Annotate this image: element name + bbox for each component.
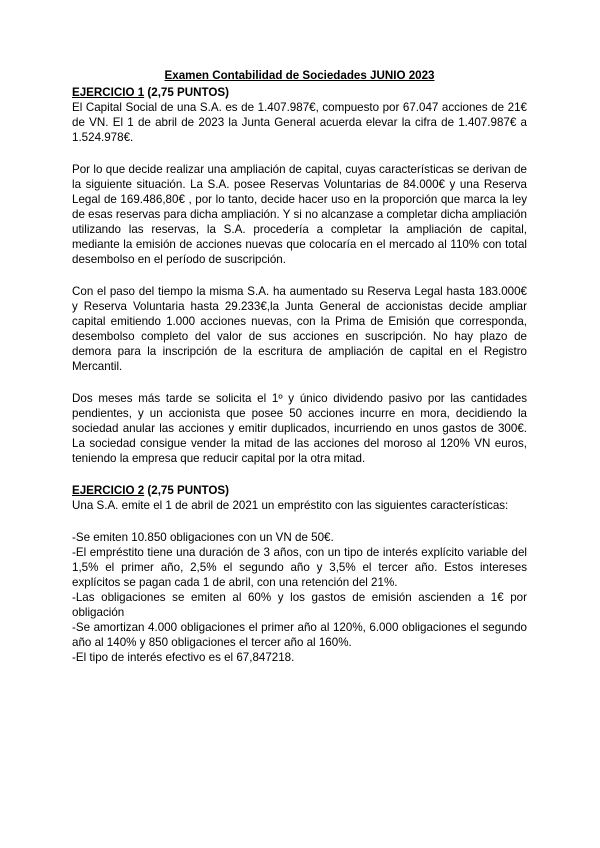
exercise-2-item: -Las obligaciones se emiten al 60% y los gastos de emisión ascienden a 1€ por obligación — [72, 591, 527, 619]
exercise-2-intro: Una S.A. emite el 1 de abril de 2021 un empréstito con las siguientes características: — [72, 499, 509, 512]
exercise-2-heading — [72, 483, 527, 498]
exercise-2-item: -Se emiten 10.850 obligaciones con un VN de 50€. — [72, 531, 334, 544]
exercise-2-label: EJERCICIO 2 — [72, 484, 145, 497]
exercise-1-paragraph-3: Con el paso del tiempo la misma S.A. ha aumentado su Reserva Legal hasta 183.000€ y Reserva Voluntaria hasta 29.233€,la Junta General de accionistas decide ampliar capital emitiendo 1.000 acciones nuevas, con la Prima de Emisión que corresponda, desembolso completo del valor de sus acciones en suscripción. No hay plazo de demora para la inscripción de la escritura de ampliación de capital en el Registro Mercantil. — [72, 285, 527, 373]
exercise-2-item: -El tipo de interés efectivo es el 67,847218. — [72, 651, 295, 664]
spacer — [72, 145, 527, 162]
exercise-1-paragraph-2: Por lo que decide realizar una ampliación de capital, cuyas características se derivan de la siguiente situación. La S.A. posee Reservas Voluntarias de 84.000€ y una Reserva Legal de 169.486,80€ , por lo tanto, decide hacer uso en la proporción que marca la ley de esas reservas para dicha ampliación. Y si no alcanzase a completar dicha ampliación utilizando las reservas, la S.A. procedería a completar la ampliación de capital, mediante la emisión de acciones nuevas que colocaría en el mercado al 110% con total desembolso en el período de suscripción. — [72, 163, 527, 266]
exercise-1-label: EJERCICIO 1 — [72, 86, 145, 99]
exercise-2-item: -Se amortizan 4.000 obligaciones el primer año al 120%, 6.000 obligaciones el segundo año al 140% y 850 obligaciones el tercer año al 160%. — [72, 621, 527, 649]
spacer — [72, 267, 527, 284]
exercise-1-paragraph-1: El Capital Social de una S.A. es de 1.407.987€, compuesto por 67.047 acciones de 21€ de VN. El 1 de abril de 2023 la Junta General acuerda elevar la cifra de 1.407.987€ a 1.524.978€. — [72, 101, 527, 144]
spacer — [72, 513, 527, 530]
exercise-1-paragraph-4: Dos meses más tarde se solicita el 1º y único dividendo pasivo por las cantidades pendientes, y un accionista que posee 50 acciones incurre en mora, decidiendo la sociedad anular las acciones y emitir duplicados, incurriendo en unos gastos de 300€. La sociedad consigue vender la mitad de las acciones del moroso al 120% VN euros, teniendo la empresa que reducir capital por la otra mitad. — [72, 392, 527, 465]
exercise-1-heading — [72, 85, 527, 100]
document-title: Examen Contabilidad de Sociedades JUNIO 2023 — [164, 69, 435, 82]
exercise-2-points: (2,75 PUNTOS) — [144, 484, 230, 497]
spacer — [72, 466, 527, 483]
exam-page — [72, 68, 527, 665]
exercise-2-item: -El empréstito tiene una duración de 3 años, con un tipo de interés explícito variable del 1,5% el primer año, 2,5% el segundo año y 3,5% el tercer año. Estos intereses explícitos se pagan cada 1 de abril, con una retención del 21%. — [72, 546, 527, 589]
exercise-1-points: (2,75 PUNTOS) — [144, 86, 230, 99]
spacer — [72, 374, 527, 391]
